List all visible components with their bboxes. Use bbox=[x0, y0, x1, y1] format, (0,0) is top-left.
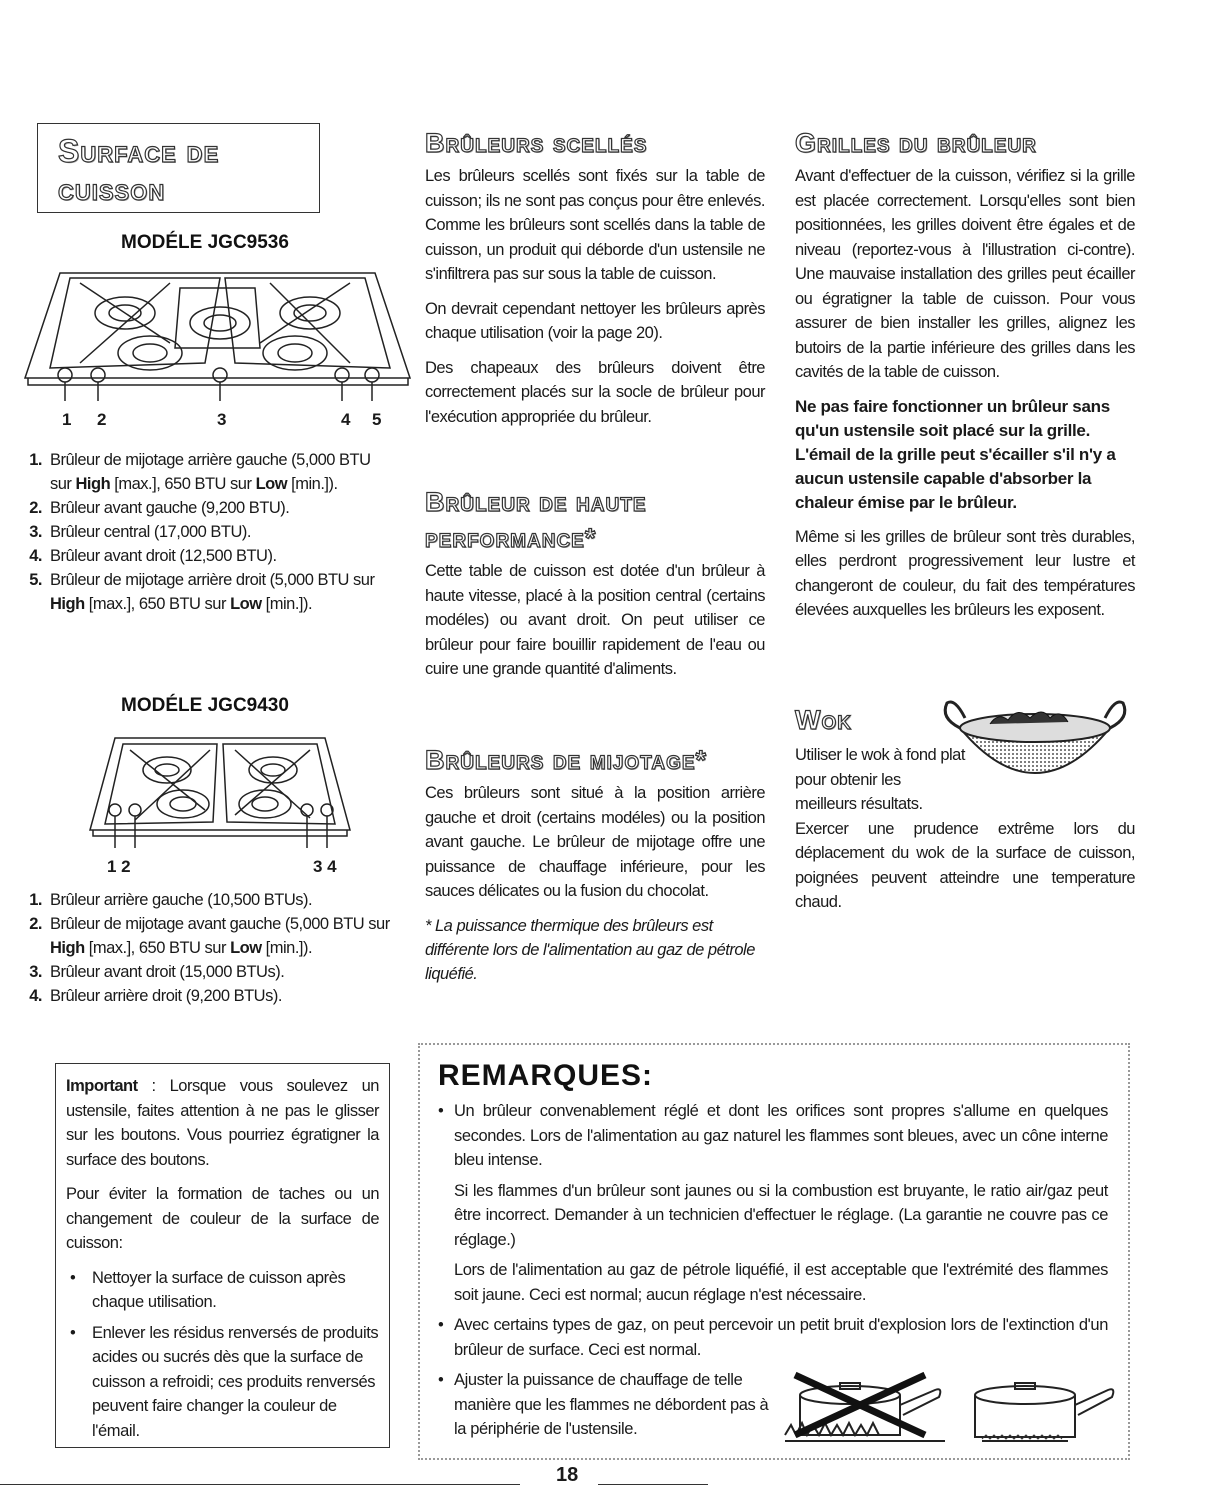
model1-heading: MODÉLE JGC9536 bbox=[121, 232, 289, 253]
important-notice-box bbox=[55, 1063, 390, 1448]
list-item: • Nettoyer la surface de cuisson après chaque utilisation. bbox=[66, 1266, 379, 1315]
footer-rule-right bbox=[598, 1484, 708, 1485]
list-item: 4. Brûleur avant droit (12,500 BTU). bbox=[29, 547, 277, 565]
model1-burner-list bbox=[10, 448, 395, 616]
section-title-line1: Surface de bbox=[58, 133, 220, 169]
remarks-heading: REMARQUES: bbox=[438, 1059, 654, 1092]
model1-number-5: 5 bbox=[372, 410, 382, 429]
list-item: 3. Brûleur avant droit (15,000 BTUs). bbox=[29, 963, 285, 981]
list-item: 1. Brûleur arrière gauche (10,500 BTUs). bbox=[29, 891, 313, 909]
list-item: 5. Brûleur de mijotage arrière droit (5,000 BTU sur High [max.], 650 BTU sur Low [min.]). bbox=[29, 571, 375, 613]
section-title-box bbox=[37, 123, 320, 213]
sealed-paragraph-3: Des chapeaux des brûleurs doivent être correctement placés sur la socle de brûleur pour l'exécution appropriée du brûleur. bbox=[425, 358, 765, 426]
list-item: • Enlever les résidus renversés de produits acides ou sucrés dès que la surface de cuisson a refroidi; ces produits renversés peuvent faire changer la couleur de l'émail. bbox=[66, 1321, 379, 1444]
pan-flame-overflow-illustration bbox=[775, 1365, 955, 1450]
cooktop-4-burner-illustration bbox=[85, 730, 355, 855]
model1-number-3: 3 bbox=[217, 410, 227, 429]
remarks-subparagraph-2: Lors de l'alimentation au gaz de pétrole liquéfié, il est acceptable que l'extrémité des flammes soit jaune. Ceci est normal; aucun réglage n'est nécessaire. bbox=[454, 1261, 1108, 1304]
list-item: 4. Brûleur arrière droit (9,200 BTUs). bbox=[29, 987, 282, 1005]
model2-burner-list-wrap bbox=[10, 888, 395, 1008]
sealed-paragraph-2: On devrait cependant nettoyer les brûleurs après chaque utilisation (voir la page 20). bbox=[425, 299, 765, 342]
remarks-item-2: • Avec certains types de gaz, on peut percevoir un petit bruit d'explosion lors de l'extinction d'un brûleur de surface. Ceci est normal. bbox=[438, 1316, 1108, 1359]
high-performance-paragraph: Cette table de cuisson est dotée d'un brûleur à haute vitesse, placé à la position central (certains modéles) ou avant droit. On peut utiliser ce brûleur pour faire bouillir rapidement de l'eau ou cuire une grande quantité d'aliments. bbox=[425, 562, 765, 678]
grates-heading: Grilles du brûleur bbox=[795, 128, 1037, 158]
model1-number-1: 1 bbox=[62, 410, 72, 429]
grates-section bbox=[795, 128, 1135, 633]
model2-heading: MODÉLE JGC9430 bbox=[121, 695, 289, 716]
sealed-burners-heading: Brûleurs scellés bbox=[425, 128, 648, 158]
high-performance-heading-line2: performance* bbox=[425, 523, 597, 553]
wok-paragraph-1: Utiliser le wok à fond plat pour obtenir les meilleurs résultats. bbox=[795, 746, 965, 813]
grates-paragraph-1: Avant d'effectuer de la cuisson, vérifiez si la grille est placée correctement. Lorsqu'elles sont bien positionnées, les grilles doivent être égales et de niveau (reportez-vous à l'illustration ci-contre). Une mauvaise installation des grilles peut écailler ou égratigner la table de cuisson. Pour vous assurer de bien installer les grilles, alignez les butoirs de la partie inférieure des grilles dans les cavités de la table de cuisson. bbox=[795, 167, 1135, 381]
footer-rule-left bbox=[0, 1484, 520, 1485]
simmer-footnote: * La puissance thermique des brûleurs est différente lors de l'alimentation au gaz de pétrole liquéfié. bbox=[425, 916, 755, 983]
high-performance-heading-line1: Brûleur de haute bbox=[425, 487, 647, 517]
model1-heading-wrap bbox=[0, 232, 410, 254]
simmer-burners-section bbox=[425, 745, 765, 986]
model2-heading-wrap bbox=[0, 695, 410, 717]
cooktop-5-burner-illustration bbox=[20, 263, 415, 413]
model2-burner-list bbox=[10, 888, 395, 1008]
model1-number-2: 2 bbox=[97, 410, 107, 429]
list-item: 2. Brûleur de mijotage avant gauche (5,000 BTU sur High [max.], 650 BTU sur Low [min.]). bbox=[29, 915, 390, 957]
grates-paragraph-2: Même si les grilles de brûleur sont très durables, elles perdront progressivement leur lustre et changeront de couleur, du fait des températures élevées auxquelles les brûleurs les exposent. bbox=[795, 527, 1135, 619]
list-item: 1. Brûleur de mijotage arrière gauche (5,000 BTU sur High [max.], 650 BTU sur Low [min.]). bbox=[29, 451, 371, 493]
simmer-burners-heading: Brûleurs de mijotage* bbox=[425, 745, 708, 775]
wok-paragraph-2: Exercer une prudence extrême lors du déplacement du wok de la surface de cuisson, poignées peuvent atteindre une temperature chaud. bbox=[795, 819, 1135, 911]
simmer-paragraph: Ces brûleurs sont situé à la position arrière gauche et droit (certains modéles) ou la position avant gauche. Le brûleur de mijotage offre une puissance de chauffage inférieure, pour les sauces délicates ou la fusion du chocolat. bbox=[425, 784, 765, 900]
important-paragraph-2: Pour éviter la formation de taches ou un changement de couleur de la surface de cuisson: bbox=[66, 1185, 379, 1252]
list-item: 2. Brûleur avant gauche (9,200 BTU). bbox=[29, 499, 290, 517]
high-performance-section bbox=[425, 487, 765, 692]
list-item: 3. Brûleur central (17,000 BTU). bbox=[29, 523, 252, 541]
wok-heading: Wok bbox=[795, 705, 852, 735]
model1-number-4: 4 bbox=[341, 410, 351, 429]
model2-numbers-right: 3 4 bbox=[313, 857, 337, 876]
important-paragraph-1: Important : Lorsque vous soulevez un ustensile, faites attention à ne pas le glisser sur les boutons. Vous pourriez égratigner la surface des boutons. bbox=[66, 1077, 379, 1169]
important-bullet-list bbox=[66, 1266, 379, 1444]
wok-illustration bbox=[935, 688, 1135, 808]
remarks-subparagraph-1: Si les flammes d'un brûleur sont jaunes ou si la combustion est bruyante, le ratio air/gaz peut être incorrect. Demander à un technicien d'effectuer le réglage. (La garantie ne couvre pas ce réglage.) bbox=[454, 1181, 1108, 1249]
page-number: 18 bbox=[556, 1464, 579, 1486]
remarks-item-1: • Un brûleur convenablement réglé et dont les orifices sont propres s'allume en quelques secondes. Lors de l'alimentation au gaz naturel les flammes sont bleues, avec un cône interne bleu intense. bbox=[438, 1102, 1108, 1169]
sealed-paragraph-1: Les brûleurs scellés sont fixés sur la table de cuisson; ils ne sont pas conçus pour être enlevés. Comme les brûleurs sont scellés dans la table de cuisson, un produit qui déborde d'un ustensile ne s'infiltrera pas sur sous la table de cuisson. bbox=[425, 167, 765, 283]
remarks-item-3: • Ajuster la puissance de chauffage de telle manière que les flammes ne débordent pas à la périphérie de l'ustensile. bbox=[438, 1371, 769, 1438]
pan-correct-flame-illustration bbox=[960, 1365, 1120, 1450]
sealed-burners-section bbox=[425, 128, 765, 439]
section-title-line2: cuisson bbox=[58, 171, 166, 207]
model1-burner-list-wrap bbox=[10, 448, 395, 616]
grates-warning: Ne pas faire fonctionner un brûleur sans qu'un ustensile soit placé sur la grille. L'émail de la grille peut s'écailler s'il n'y a aucun ustensile capable d'absorber la chaleur émise par le brûleur. bbox=[795, 396, 1116, 512]
model2-numbers-left: 1 2 bbox=[107, 857, 131, 876]
